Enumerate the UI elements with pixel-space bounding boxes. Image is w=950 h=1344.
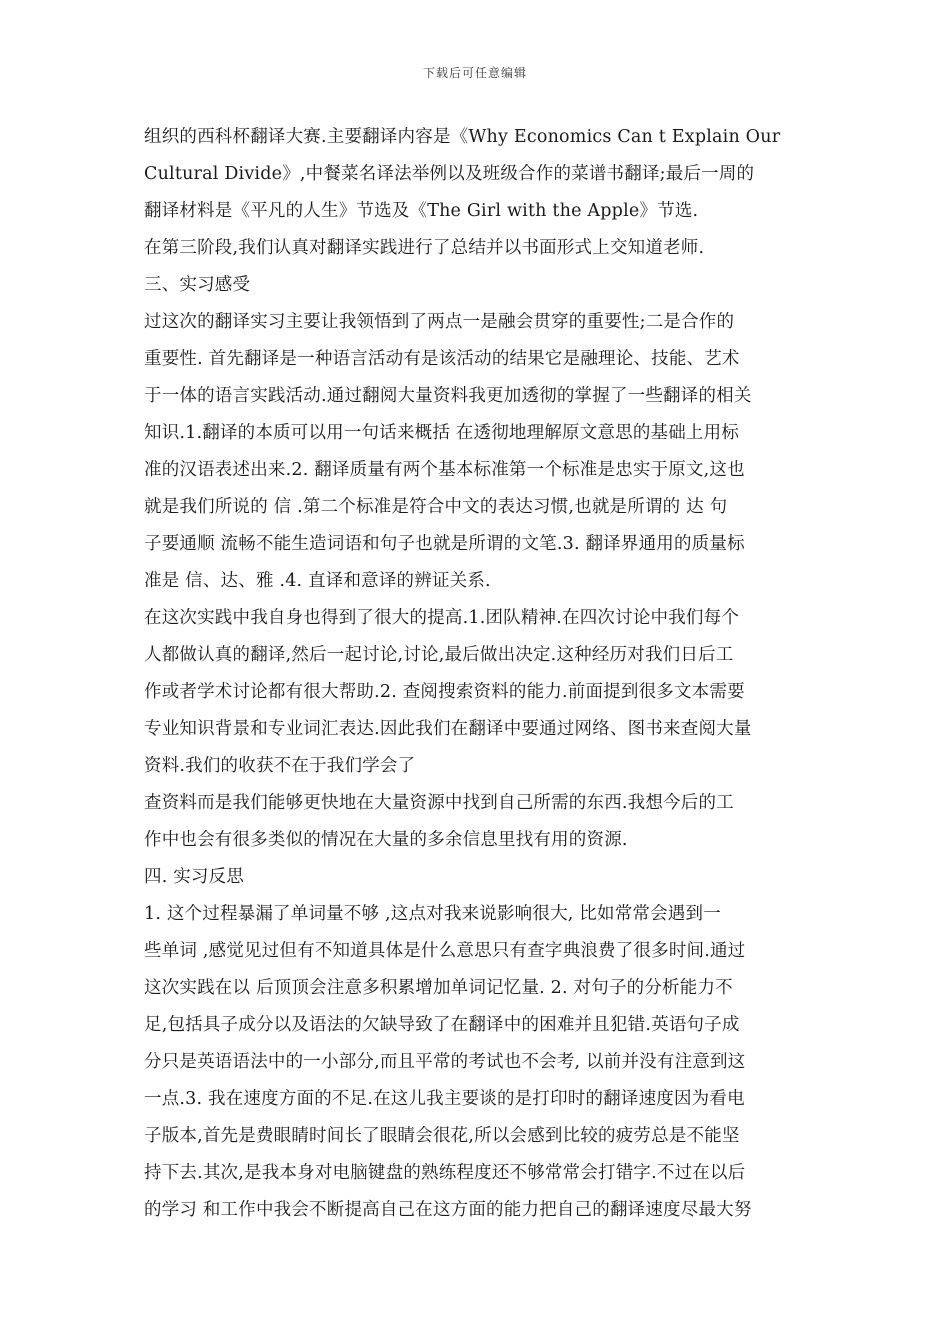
page-header: 下载后可任意编辑 — [422, 66, 527, 80]
text-line: 资料.我们的收获不在于我们学会了 — [144, 756, 416, 776]
text-line: 这次实践在以 后顶顶会注意多积累增加单词记忆量. 2. 对句子的分析能力不 — [144, 978, 733, 998]
text-line: 知识.1.翻译的本质可以用一句话来概括 在透彻地理解原文意思的基础上用标 — [144, 423, 740, 443]
text-line: 就是我们所说的 信 .第二个标准是符合中文的表达习惯,也就是所谓的 达 句 — [144, 497, 728, 517]
text-line: 人都做认真的翻译,然后一起讨论,讨论,最后做出决定.这种经历对我们日后工 — [144, 645, 734, 665]
section-heading: 三、实习感受 — [144, 275, 251, 295]
text-line: 翻译材料是《平凡的人生》节选及《The Girl with the Apple》节选. — [144, 201, 699, 221]
text-line: 分只是英语语法中的一小部分,而且平常的考试也不会考, 以前并没有注意到这 — [144, 1052, 746, 1072]
text-line: 子要通顺 流畅不能生造词语和句子也就是所谓的文笔.3. 翻译界通用的质量标 — [144, 534, 745, 554]
text-line: 重要性. 首先翻译是一种语言活动有是该活动的结果它是融理论、技能、艺术 — [144, 349, 740, 369]
text-line: 在这次实践中我自身也得到了很大的提高.1.团队精神.在四次讨论中我们每个 — [144, 608, 740, 628]
text-line: Cultural Divide》,中餐菜名译法举例以及班级合作的菜谱书翻译;最后一周的 — [144, 164, 755, 184]
text-line: 作或者学术讨论都有很大帮助.2. 查阅搜索资料的能力.前面提到很多文本需要 — [144, 682, 745, 702]
document-body — [144, 119, 808, 1229]
text-line: 子版本,首先是费眼睛时间长了眼睛会很花,所以会感到比较的疲劳总是不能坚 — [144, 1126, 740, 1146]
text-line: 一点.3. 我在速度方面的不足.在这儿我主要谈的是打印时的翻译速度因为看电 — [144, 1089, 745, 1109]
text-line: 准是 信、达、雅 .4. 直译和意译的辨证关系. — [144, 571, 491, 591]
text-line: 些单词 ,感觉见过但有不知道具体是什么意思只有查字典浪费了很多时间.通过 — [144, 941, 746, 961]
text-line: 作中也会有很多类似的情况在大量的多余信息里找有用的资源. — [144, 830, 628, 850]
text-line: 足,包括具子成分以及语法的欠缺导致了在翻译中的困难并且犯错.英语句子成 — [144, 1015, 740, 1035]
text-line: 的学习 和工作中我会不断提高自己在这方面的能力把自己的翻译速度尽最大努 — [144, 1200, 752, 1220]
text-line: 在第三阶段,我们认真对翻译实践进行了总结并以书面形式上交知道老师. — [144, 238, 705, 258]
text-line: 于一体的语言实践活动.通过翻阅大量资料我更加透彻的掌握了一些翻译的相关 — [144, 386, 752, 406]
text-line: 1. 这个过程暴漏了单词量不够 ,这点对我来说影响很大, 比如常常会遇到一 — [144, 904, 721, 924]
section-heading: 四. 实习反思 — [144, 867, 245, 887]
text-line: 查资料而是我们能够更快地在大量资源中找到自己所需的东西.我想今后的工 — [144, 793, 734, 813]
text-line: 过这次的翻译实习主要让我领悟到了两点一是融会贯穿的重要性;二是合作的 — [144, 312, 735, 332]
text-line: 专业知识背景和专业词汇表达.因此我们在翻译中要通过网络、图书来查阅大量 — [144, 719, 752, 739]
text-line: 组织的西科杯翻译大赛.主要翻译内容是《Why Economics Can t Explain Our — [144, 127, 781, 147]
text-line: 持下去.其次,是我本身对电脑键盘的熟练程度还不够常常会打错字.不过在以后 — [144, 1163, 746, 1183]
text-line: 准的汉语表述出来.2. 翻译质量有两个基本标准第一个标准是忠实于原文,这也 — [144, 460, 745, 480]
